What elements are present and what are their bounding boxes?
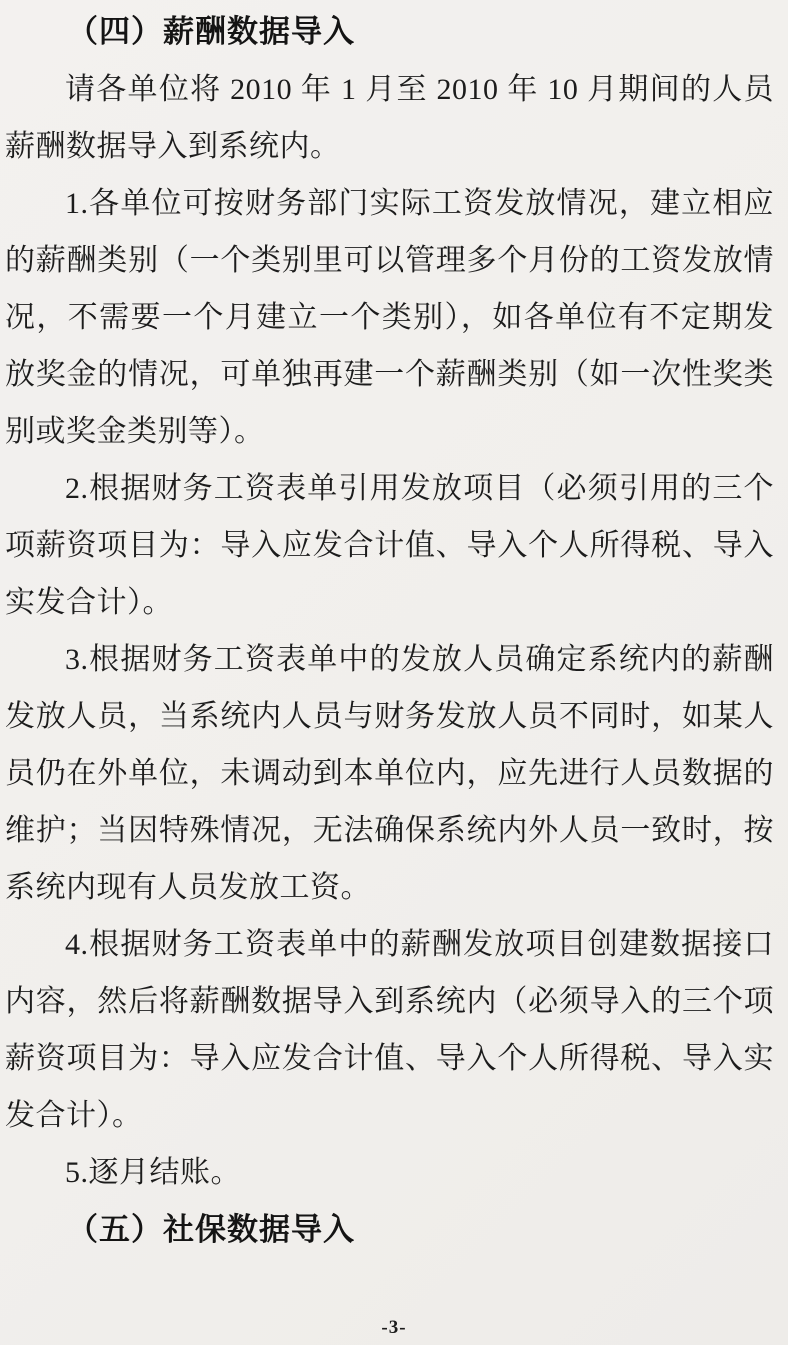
section-heading-5: （五）社保数据导入 — [67, 1212, 355, 1247]
list-item-1: 1.各单位可按财务部门实际工资发放情况，建立相应的薪酬类别（一个类别里可以管理多个月份的工资发放情况，不需要一个月建立一个类别），如各单位有不定期发放奖金的情况，可单独再建一个薪酬类别（如一次性奖类别或奖金类别等）。 — [5, 187, 774, 448]
page-number: -3- — [381, 1317, 407, 1338]
section-heading-4: （四）薪酬数据导入 — [67, 14, 355, 49]
list-item-4: 4.根据财务工资表单中的薪酬发放项目创建数据接口内容，然后将薪酬数据导入到系统内（必须导入的三个项薪资项目为：导入应发合计值、导入个人所得税、导入实发合计）。 — [5, 928, 774, 1132]
list-item-2: 2.根据财务工资表单引用发放项目（必须引用的三个项薪资项目为：导入应发合计值、导入个人所得税、导入实发合计）。 — [5, 472, 774, 619]
list-item-5: 5.逐月结账。 — [65, 1156, 241, 1189]
list-item-3: 3.根据财务工资表单中的发放人员确定系统内的薪酬发放人员，当系统内人员与财务发放人员不同时，如某人员仍在外单位，未调动到本单位内，应先进行人员数据的维护；当因特殊情况，无法确保系统内外人员一致时，按系统内现有人员发放工资。 — [5, 643, 774, 904]
intro-paragraph: 请各单位将 2010 年 1 月至 2010 年 10 月期间的人员薪酬数据导入到系统内。 — [5, 73, 774, 163]
